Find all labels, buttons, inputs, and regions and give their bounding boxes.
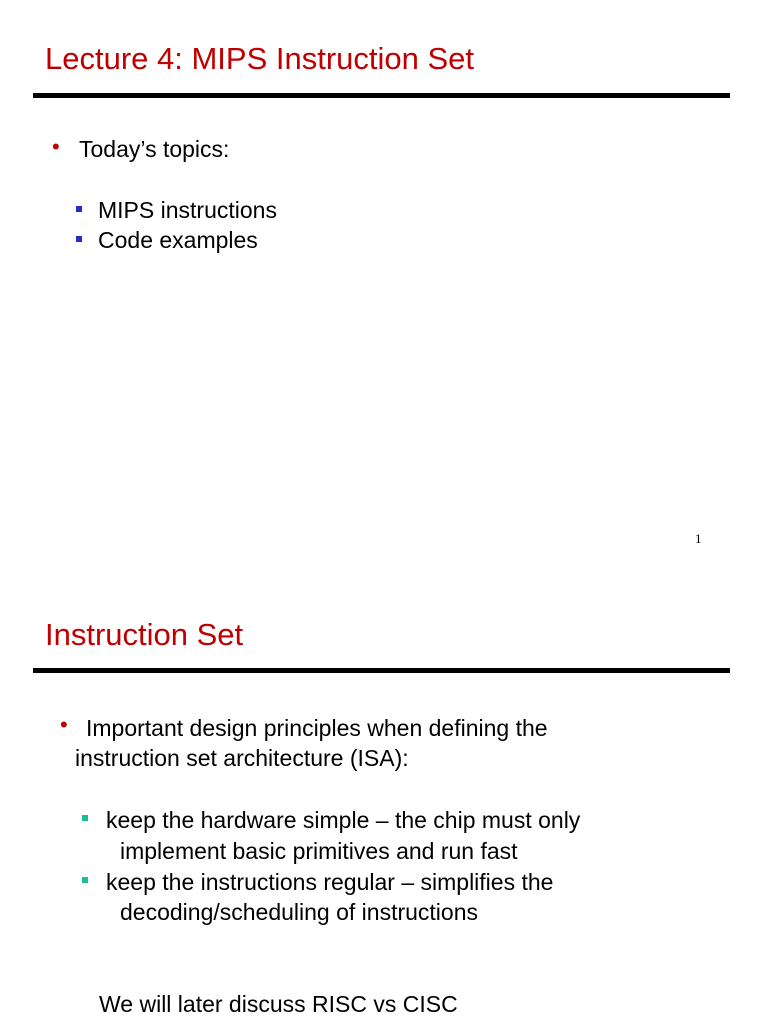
- topic-item: Code examples: [98, 227, 258, 253]
- principle-item-line: keep the instructions regular – simplifies the: [106, 869, 554, 895]
- principle-item-line: keep the hardware simple – the chip must only: [106, 807, 581, 833]
- principle-item-line: implement basic primitives and run fast: [120, 838, 518, 864]
- round-bullet-icon: •: [52, 134, 60, 159]
- principles-line: instruction set architecture (ISA):: [75, 745, 409, 771]
- square-bullet-icon: [82, 815, 88, 821]
- square-bullet-icon: [76, 236, 82, 242]
- page-number: 1: [695, 531, 702, 546]
- principles-line: Important design principles when defining the: [86, 715, 548, 741]
- square-bullet-icon: [76, 206, 82, 212]
- round-bullet-icon: •: [60, 712, 68, 737]
- square-bullet-icon: [82, 877, 88, 883]
- slide-2-title: Instruction Set: [45, 617, 244, 652]
- topic-item: MIPS instructions: [98, 197, 277, 223]
- slide-2-title-rule: [33, 668, 730, 673]
- slide-1-title-rule: [33, 93, 730, 98]
- principle-item-line: decoding/scheduling of instructions: [120, 899, 479, 925]
- slide-2: [0, 576, 768, 1024]
- closing-note: We will later discuss RISC vs CISC: [99, 991, 458, 1017]
- topics-heading: Today’s topics:: [79, 136, 230, 162]
- slide-1-title: Lecture 4: MIPS Instruction Set: [45, 41, 475, 76]
